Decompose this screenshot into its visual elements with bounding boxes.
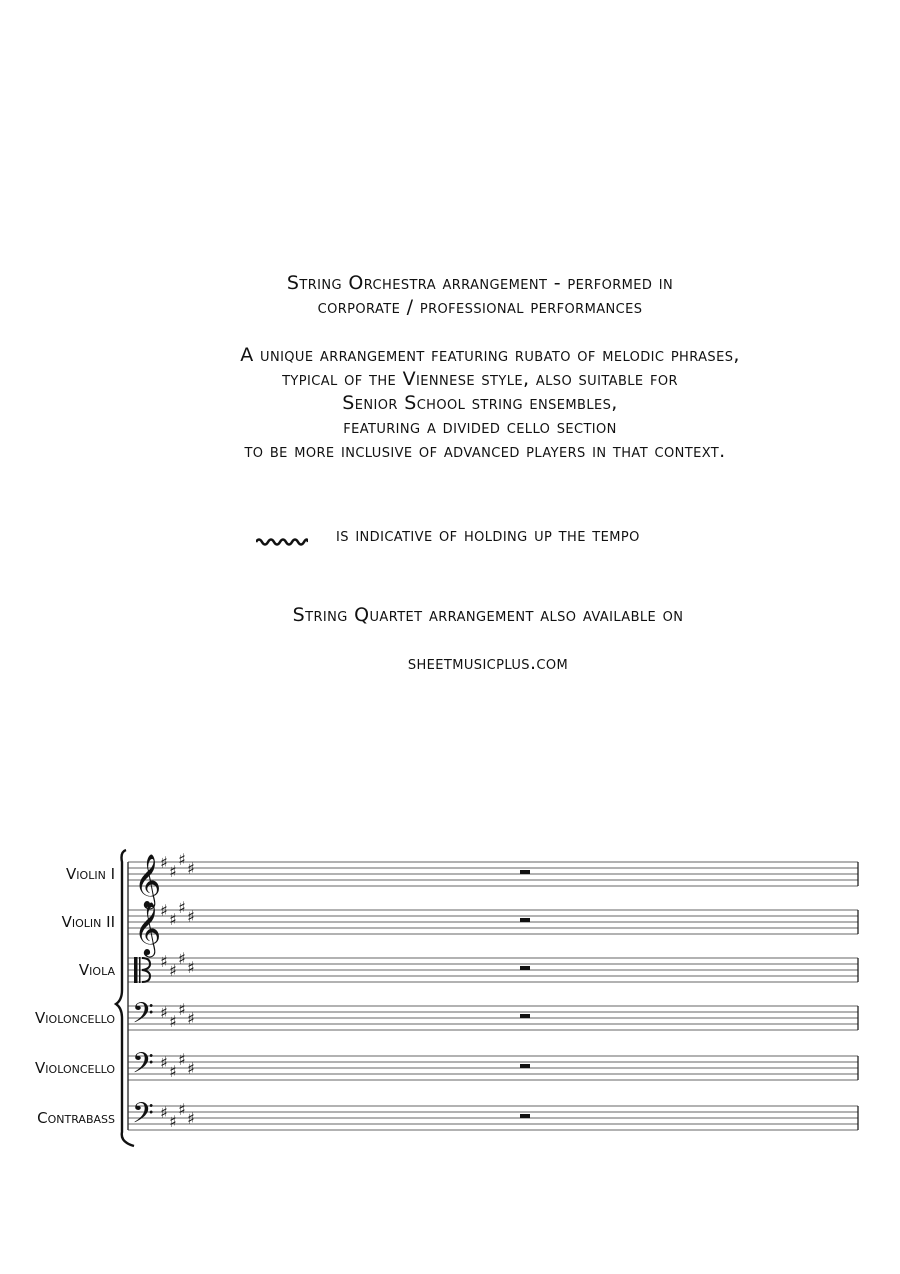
whole-rest-icon — [520, 918, 530, 922]
whole-rest-icon — [520, 1064, 530, 1068]
whole-rest-icon — [520, 870, 530, 874]
sharp-icon: ♯ — [160, 1053, 168, 1072]
sharp-icon: ♯ — [178, 850, 186, 869]
description-line-5: to be more inclusive of advanced players in that context. — [244, 440, 726, 462]
sharp-icon: ♯ — [160, 1103, 168, 1122]
intro-line-2: corporate / professional performances — [317, 296, 643, 318]
sharp-icon: ♯ — [187, 907, 195, 926]
whole-rest-icon — [520, 1114, 530, 1118]
treble-clef-icon: 𝄞 — [134, 853, 162, 907]
sharp-icon: ♯ — [178, 949, 186, 968]
sharp-icon: ♯ — [169, 1112, 177, 1131]
sharp-icon: ♯ — [169, 1062, 177, 1081]
legend-text: is indicative of holding up the tempo — [336, 524, 640, 546]
sharp-icon: ♯ — [169, 910, 177, 929]
description-line-1: A unique arrangement featuring rubato of melodic phrases, — [240, 344, 740, 366]
instrument-label: Contrabass — [37, 1109, 115, 1127]
instrument-label: Violoncello — [35, 1009, 115, 1027]
bass-clef-icon: 𝄢 — [132, 1047, 154, 1087]
description-line-4: featuring a divided cello section — [343, 416, 617, 438]
sharp-icon: ♯ — [169, 961, 177, 980]
alto-clef-icon — [139, 957, 141, 983]
instrument-label: Violoncello — [35, 1059, 115, 1077]
sharp-icon: ♯ — [160, 901, 168, 920]
sharp-icon: ♯ — [187, 1109, 195, 1128]
website-link[interactable]: sheetmusicplus.com — [407, 652, 569, 674]
availability-text: String Quartet arrangement also available on — [292, 604, 684, 626]
sharp-icon: ♯ — [187, 958, 195, 977]
instrument-label: Violin II — [61, 913, 115, 931]
sharp-icon: ♯ — [187, 859, 195, 878]
instrument-label: Viola — [78, 961, 115, 979]
sharp-icon: ♯ — [178, 1000, 186, 1019]
instrument-label: Violin I — [66, 865, 115, 883]
sharp-icon: ♯ — [187, 1059, 195, 1078]
sharp-icon: ♯ — [169, 1012, 177, 1031]
whole-rest-icon — [520, 1014, 530, 1018]
description-line-2: typical of the Viennese style, also suitable for — [282, 368, 678, 390]
sharp-icon: ♯ — [178, 898, 186, 917]
alto-clef-icon — [134, 957, 138, 983]
whole-rest-icon — [520, 966, 530, 970]
sharp-icon: ♯ — [178, 1050, 186, 1069]
sharp-icon: ♯ — [178, 1100, 186, 1119]
description-line-3: Senior School string ensembles, — [342, 392, 618, 414]
sharp-icon: ♯ — [160, 1003, 168, 1022]
bass-clef-icon: 𝄢 — [132, 997, 154, 1037]
sharp-icon: ♯ — [169, 862, 177, 881]
sharp-icon: ♯ — [160, 952, 168, 971]
intro-line-1: String Orchestra arrangement - performed in — [286, 272, 674, 294]
sharp-icon: ♯ — [160, 853, 168, 872]
treble-clef-icon: 𝄞 — [134, 901, 162, 955]
bass-clef-icon: 𝄢 — [132, 1097, 154, 1137]
sharp-icon: ♯ — [187, 1009, 195, 1028]
